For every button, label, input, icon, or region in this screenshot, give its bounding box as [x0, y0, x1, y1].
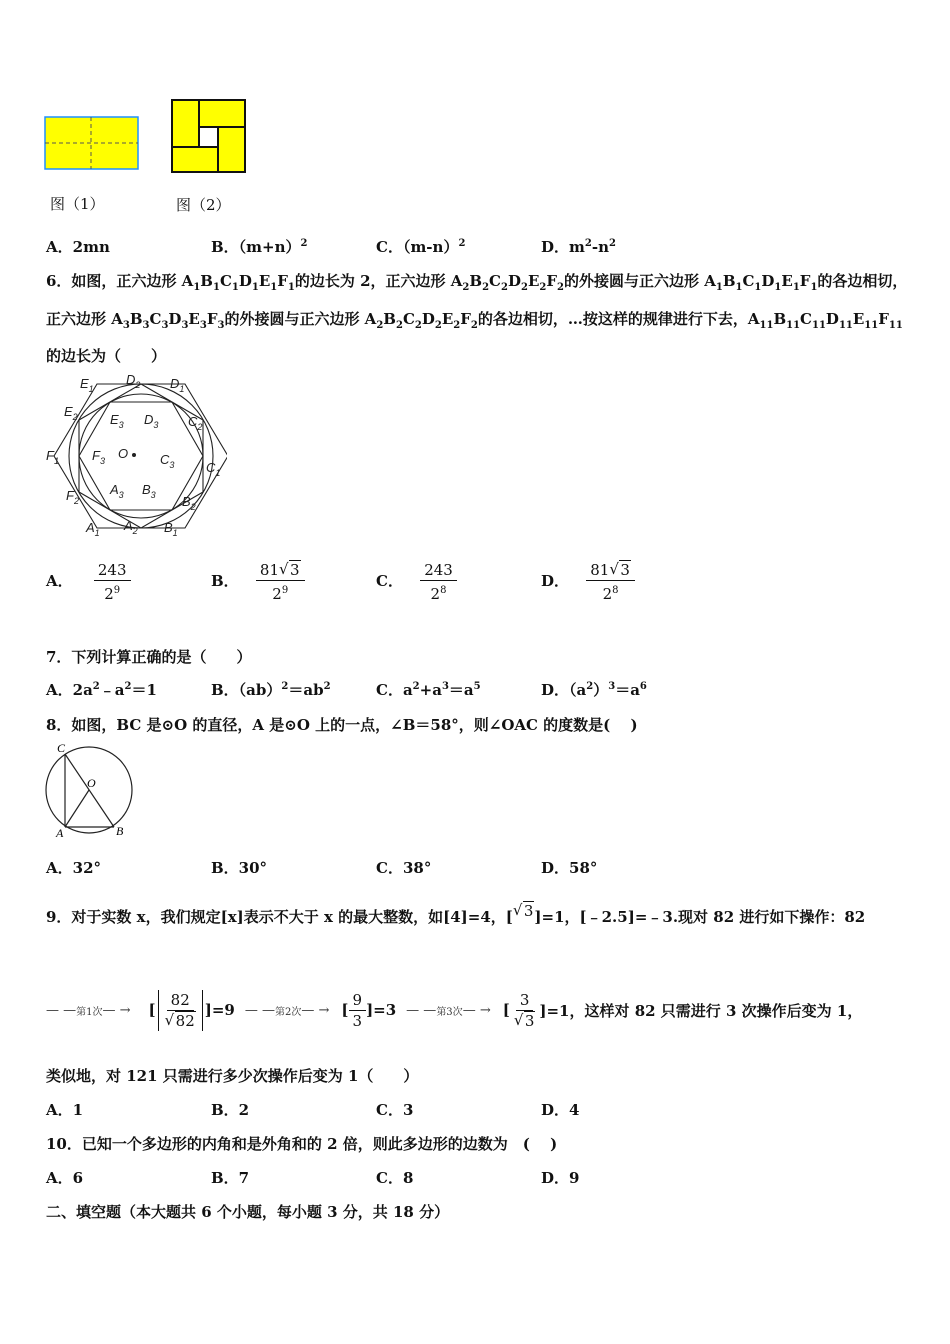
- q6-figure-label: $A_3$: [110, 482, 124, 500]
- q8-option-b: B．30°: [211, 859, 268, 877]
- q6-figure-label: $B_1$: [164, 520, 178, 538]
- q6-option-a: A． $\frac{243}{2^9}$: [46, 560, 131, 604]
- q7-stem: 7．下列计算正确的是（ ）: [46, 648, 252, 666]
- q6-figure-label: $F_1$: [46, 448, 59, 466]
- q6-figure-label: $F_3$: [92, 448, 105, 466]
- q8-label-c: C: [57, 741, 66, 755]
- q6-figure-label: $D_1$: [170, 376, 185, 394]
- q6-stem-line-2: 正六边形 $A_3B_3C_3D_3E_3F_3$的外接圆与正六边形 $A_2B_2C_2D_2E_2F_2$的各边相切，…按这样的规律进行下去，$A_{11}B_{11}C_{11}D_{11}E_{11}F_{11}$: [46, 310, 903, 331]
- q6-figure-label: $B_2$: [182, 494, 196, 512]
- q9-arrow-step-1: — —$^{第1次}$— →: [46, 1002, 131, 1018]
- q6-option-b: B． $\frac{81√ 3}{2^9}$: [211, 560, 305, 604]
- q10-option-c: C．8: [376, 1169, 414, 1187]
- q6-figure-label: $E_2$: [64, 404, 78, 422]
- q6-figure-label: $D_2$: [126, 372, 141, 390]
- q5-option-c: C．$(m-n)^2$: [376, 238, 466, 256]
- q6-figure-label: $F_2$: [66, 488, 79, 506]
- q9-option-c: C．3: [376, 1101, 414, 1119]
- q6-stem-line-3: 的边长为（ ）: [46, 347, 167, 365]
- q7-option-c: C．$a^2+a^3=a^5$: [376, 681, 481, 699]
- q6-figure-label: $C_1$: [206, 460, 221, 478]
- q8-label-o: O: [87, 776, 96, 790]
- q6-figure-label: $E_3$: [110, 412, 124, 430]
- q6-option-c: C． $\frac{243}{2^8}$: [376, 560, 457, 604]
- q5-option-a: A．2mn: [46, 238, 110, 256]
- q8-option-a: A．32°: [46, 859, 102, 877]
- q9-option-d: D．4: [541, 1101, 580, 1119]
- q9-option-a: A．1: [46, 1101, 84, 1119]
- q10-option-b: B．7: [211, 1169, 250, 1187]
- q10-option-a: A．6: [46, 1169, 84, 1187]
- figure-1-caption: 图（1）: [50, 195, 105, 213]
- q8-option-d: D．58°: [541, 859, 598, 877]
- q6-figure-label: $C_3$: [160, 452, 175, 470]
- q9-arrow-step-3: — —$^{第3次}$— →: [406, 1002, 491, 1018]
- q5-option-d: D．$m^2-n^2$: [541, 238, 616, 256]
- q6-stem-line-1: 6．如图，正六边形 $A_1B_1C_1D_1E_1F_1$的边长为 2，正六边形 $A_2B_2C_2D_2E_2F_2$的外接圆与正六边形 $A_1B_1C_1D_1E_1F_1$的各边相切，: [46, 272, 908, 293]
- q8-circle-figure: [40, 740, 140, 840]
- figure-1-rectangle: [44, 116, 140, 172]
- q9-stem-line-1: 9．对于实数 x，我们规定[x]表示不大于 x 的最大整数，如[4]=4，[√ 3]=1，[﹣2.5]=﹣3.现对 82 进行如下操作：82: [46, 902, 865, 927]
- q6-figure-label: $A_1$: [86, 520, 100, 538]
- q7-option-a: A．$2a^2﹣a^2=1$: [46, 681, 157, 699]
- q5-option-b: B．$(m+n)^2$: [211, 238, 308, 256]
- q8-label-a: A: [56, 826, 64, 840]
- q10-stem: 10．已知一个多边形的内角和是外角和的 2 倍，则此多边形的边数为 ( ): [46, 1135, 558, 1153]
- q6-figure-label: $D_3$: [144, 412, 159, 430]
- q6-figure-label: O: [118, 446, 129, 461]
- q9-option-b: B．2: [211, 1101, 250, 1119]
- section-2-heading: 二、填空题（本大题共 6 个小题，每小题 3 分，共 18 分）: [46, 1203, 450, 1221]
- q9-operation-chain: — —$^{第1次}$— → [ 82 √ 82 ]=9 — —$^{第2次}$— → [ $\frac{9}{3}$ ]=3 — —$^{第3次}$— → [ 3 √ 3 ]=1，这样对 82 只需进行 3 次操作后变为 1，: [46, 980, 862, 1040]
- q10-option-d: D．9: [541, 1169, 580, 1187]
- q7-option-d: D．$(a^2)^3=a^6$: [541, 681, 647, 699]
- q7-option-b: B．$(ab)^2=ab^2$: [211, 681, 331, 699]
- q6-hexagon-figure: [42, 372, 227, 540]
- q6-figure-label: $C_2$: [188, 414, 203, 432]
- q6-figure-label: $E_1$: [80, 376, 94, 394]
- q6-option-d: D． $\frac{81√ 3}{2^8}$: [541, 560, 635, 604]
- q6-figure-label: $A_2$: [124, 518, 138, 536]
- q6-figure-label: $B_3$: [142, 482, 156, 500]
- q9-stem-line-3: 类似地，对 121 只需进行多少次操作后变为 1（ ）: [46, 1067, 419, 1085]
- q8-stem: 8．如图，BC 是⊙O 的直径，A 是⊙O 上的一点，∠B＝58°，则∠OAC 的度数是( ): [46, 716, 638, 734]
- q9-arrow-step-2: — —$^{第2次}$— →: [244, 1002, 330, 1018]
- q8-option-c: C．38°: [376, 859, 432, 877]
- figure-2-square: [170, 98, 248, 174]
- figure-2-caption: 图（2）: [176, 196, 231, 214]
- q8-label-b: B: [116, 824, 124, 838]
